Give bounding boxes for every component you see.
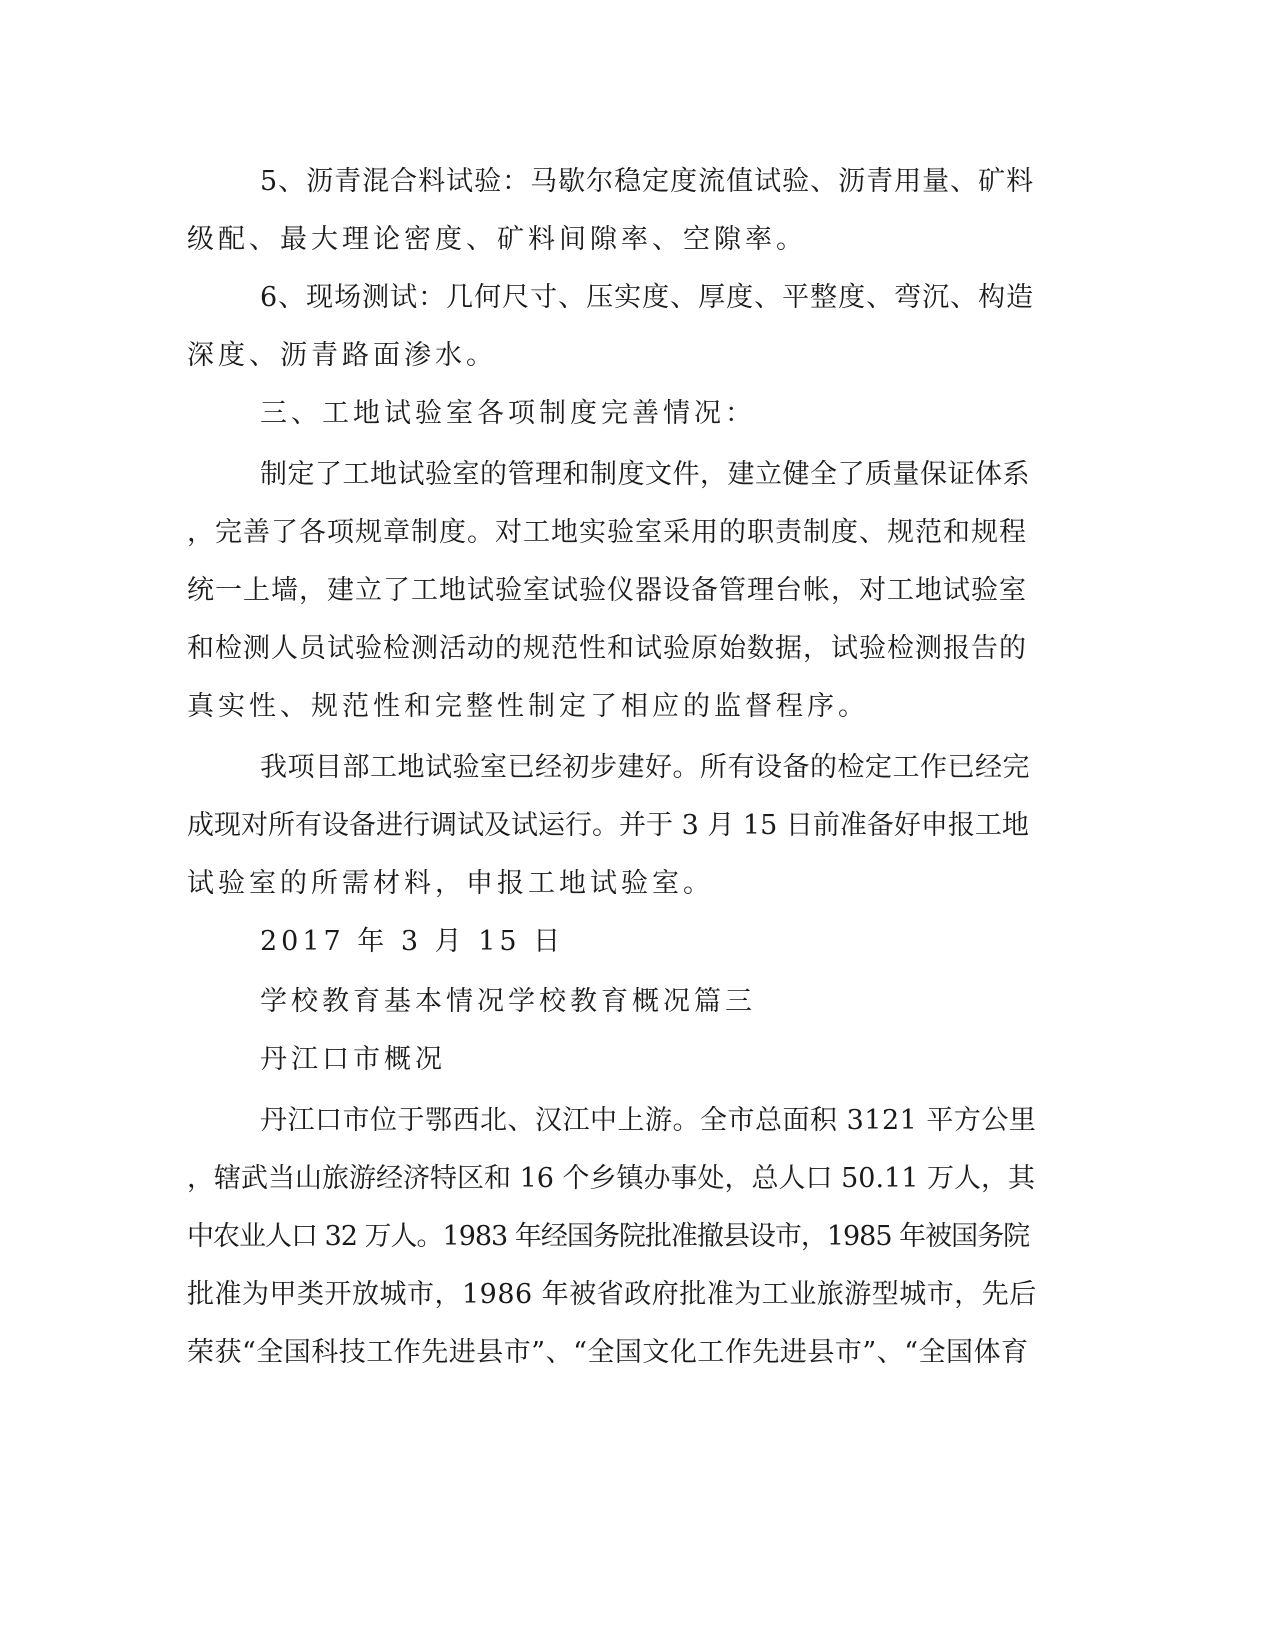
paragraph-line: 试验室的所需材料，申报工地试验室。 — [187, 868, 714, 899]
paragraph-line: 中农业人口 32 万人。1983 年经国务院批准撤县设市，1985 年被国务院 — [187, 1221, 1030, 1252]
document-title: 学校教育基本情况学校教育概况篇三 — [260, 986, 756, 1017]
paragraph-line: 丹江口市位于鄂西北、汉江中上游。全市总面积 3121 平方公里 — [260, 1105, 1037, 1136]
section-heading: 丹江口市概况 — [260, 1044, 446, 1075]
paragraph-line: 批准为甲类开放城市，1986 年被省政府批准为工业旅游型城市，先后 — [187, 1279, 1037, 1310]
date-line: 2017 年 3 月 15 日 — [260, 926, 565, 957]
paragraph-line: 荣获“全国科技工作先进县市”、“全国文化工作先进县市”、“全国体育 — [187, 1337, 1029, 1368]
section-heading: 三、工地试验室各项制度完善情况： — [260, 398, 756, 429]
paragraph-line: 统一上墙，建立了工地试验室试验仪器设备管理台帐，对工地试验室 — [187, 575, 1027, 606]
paragraph-line: 和检测人员试验检测活动的规范性和试验原始数据，试验检测报告的 — [187, 633, 1027, 664]
paragraph-line: 成现对所有设备进行调试及试运行。并于 3 月 15 日前准备好申报工地 — [187, 810, 1029, 841]
paragraph-line: 真实性、规范性和完整性制定了相应的监督程序。 — [187, 691, 869, 722]
paragraph-line: 级配、最大理论密度、矿料间隙率、空隙率。 — [187, 224, 807, 255]
paragraph-line: 6、现场测试：几何尺寸、压实度、厚度、平整度、弯沉、构造 — [260, 282, 1035, 313]
paragraph-line: 我项目部工地试验室已经初步建好。所有设备的检定工作已经完 — [260, 752, 1030, 783]
paragraph-line: ，完善了各项规章制度。对工地实验室采用的职责制度、规范和规程 — [187, 517, 1027, 548]
paragraph-line: ，辖武当山旅游经济特区和 16 个乡镇办事处，总人口 50.11 万人，其 — [187, 1163, 1035, 1194]
paragraph-line: 制定了工地试验室的管理和制度文件，建立健全了质量保证体系 — [260, 459, 1030, 490]
paragraph-line: 深度、沥青路面渗水。 — [187, 340, 497, 371]
paragraph-line: 5、沥青混合料试验：马歇尔稳定度流值试验、沥青用量、矿料 — [260, 166, 1035, 197]
